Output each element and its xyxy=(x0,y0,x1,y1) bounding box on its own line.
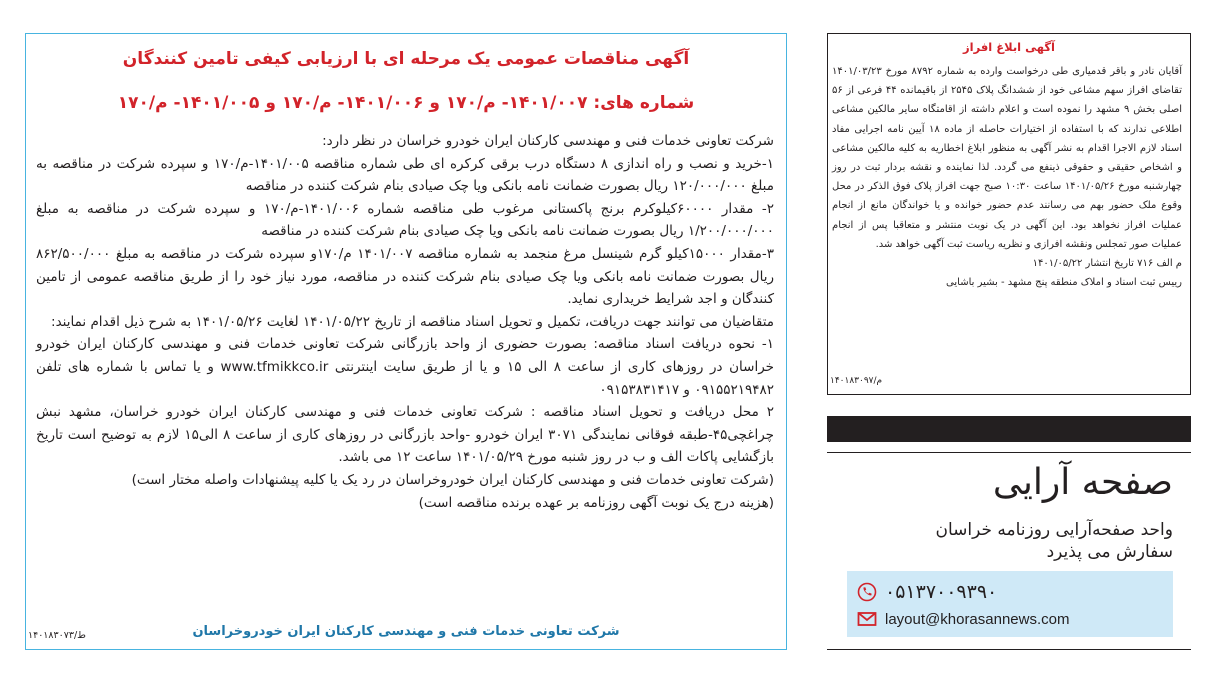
mail-icon xyxy=(857,609,877,629)
tender-delivery-place: ۲ محل دریافت و تحویل اسناد مناقصه : شرکت تعاونی خدمات فنی و مهندسی کارکنان ایران خودرو خراسان، مشهد نبش چراغچی۴۵-طبقه فوقانی نمایندگی ۳۰۷۱ ایران خودرو -واحد بازرگانی در روزهای کاری از ساعت ۸ الی۱۵ لازم به توضیح است تاریخ بازگشایی پاکات الف و ب در روز شنبه مورخ ۱۴۰۱/۰۵/۲۹ ساعت ۱۲ می باشد. xyxy=(36,404,774,466)
tender-rights-note: (شرکت تعاونی خدمات فنی و مهندسی کارکنان ایران خودروخراسان در رد یک یا کلیه پیشنهادات واصله مختار است) xyxy=(131,471,774,488)
tender-title: آگهی مناقصات عمومی یک مرحله ای با ارزیابی کیفی تامین کنندگان xyxy=(122,49,690,69)
phone-number[interactable]: ۰۵۱۳۷۰۰۹۳۹۰ xyxy=(885,581,998,603)
partition-notice xyxy=(827,33,1191,395)
contact-box xyxy=(847,571,1173,637)
contact-phone-row[interactable] xyxy=(857,581,997,603)
promo-title: صفحه آرایی xyxy=(992,462,1173,503)
notice-signatory: رییس ثبت اسناد و املاک منطقه پنج مشهد - بشیر باشایی xyxy=(946,277,1182,289)
promo-description: واحد صفحه‌آرایی روزنامه خراسان xyxy=(935,520,1173,540)
notice-publication: م الف ۷۱۶ تاریخ انتشار ۱۴۰۱/۰۵/۲۲ xyxy=(1032,258,1182,270)
contact-email-row[interactable] xyxy=(857,609,1069,629)
layout-service-promo xyxy=(827,452,1191,650)
tender-numbers: شماره های: ۱۴۰۱/۰۰۷- م/۱۷۰ و ۱۴۰۱/۰۰۶- م/۱۷۰ و ۱۴۰۱/۰۰۵- م/۱۷۰ xyxy=(117,93,695,113)
email-address[interactable]: layout@khorasannews.com xyxy=(885,610,1070,628)
tender-item-1: ۱-خرید و نصب و راه اندازی ۸ دستگاه درب برقی کرکره ای طی شماره مناقصه ۱۴۰۱/۰۰۵-م/۱۷۰ و سپرده شرکت در مناقصه به مبلغ ۱۲۰/۰۰۰/۰۰۰ ریال بصورت ضمانت نامه بانکی ویا چک صیادی بنام شرکت کننده در مناقصه xyxy=(36,155,774,195)
tender-receive-docs: ۱- نحوه دریافت اسناد مناقصه: بصورت حضوری از واحد بازرگانی شرکت تعاونی خدمات فنی و مهندسی کارکنان ایران خودرو خراسان در روزهای کاری از ساعت ۸ الی ۱۵ و یا از طریق سایت اینترنتی www.tfmikkco.ir و یا تماس با شماره های تلفن ۰۹۱۵۵۲۱۹۴۸۲ و ۰۹۱۵۳۸۳۱۴۱۷ xyxy=(36,336,774,398)
tender-signature: شرکت تعاونی خدمات فنی و مهندسی کارکنان ایران خودروخراسان xyxy=(192,624,620,639)
tender-applicants: متقاضیان می توانند جهت دریافت، تکمیل و تحویل اسناد مناقصه از تاریخ ۱۴۰۱/۰۵/۲۲ لغایت ۱۴۰۱/۰۵/۲۶ به شرح ذیل اقدام نمایند: xyxy=(51,313,774,330)
tender-intro: شرکت تعاونی خدمات فنی و مهندسی کارکنان ایران خودرو خراسان در نظر دارد: xyxy=(322,133,774,149)
tender-advertisement xyxy=(25,33,787,650)
promo-orders: سفارش می پذیرد xyxy=(1046,542,1173,562)
tender-item-2: ۲- مقدار ۶۰۰۰۰کیلوکرم برنج پاکستانی مرغوب طی مناقصه شماره ۱۴۰۱/۰۰۶-م/۱۷۰ و سپرده شرکت در مناقصه به مبلغ ۱/۲۰۰/۰۰۰/۰۰۰ ریال بصورت ضمانت نامه بانکی ویا چک صیادی بنام شرکت کننده در مناقصه xyxy=(36,200,774,240)
phone-icon xyxy=(857,582,877,602)
tender-item-3: ۳-مقدار ۱۵۰۰۰کیلو گرم شینسل مرغ منجمد به شماره مناقصه ۱۴۰۱/۰۰۷ م/۱۷۰و سپرده شرکت در مناقصه به مبلغ ۸۶۲/۵۰۰/۰۰۰ ریال بصورت ضمانت نامه بانکی ویا چک صیادی بنام شرکت کننده در مناقصه، مورد نیاز خود را از طریق مناقصه عمومی از تامین کنندگان و اجد شرایط خریداری نماید. xyxy=(36,245,774,308)
notice-text: آقایان نادر و باقر قدمیاری طی درخواست وارده به شماره ۸۷۹۲ مورخ ۱۴۰۱/۰۳/۲۳ تقاضای افراز سهم مشاعی خود از ششدانگ پلاک ۲۵۴۵ از باقیمانده ۴۴ فرعی از ۵۶ اصلی بخش ۹ مشهد را نموده است و اعلام داشته از اقامتگاه سایر مالکین مشاعی اطلاعی ندارند که با استفاده از اختیارات حاصله از ماده ۱۸ آیین نامه اجرایی مفاد اسناد لازم الاجرا اقدام به نشر آگهی به منظور ابلاغ اخطاریه به کلیه مالکین مشاعی و اشخاص حقیقی و حقوقی ذینفع می گردد. لذا نماینده و نقشه بردار ثبت در روز چهارشنبه مورخ ۱۴۰۱/۰۵/۲۶ ساعت ۱۰:۳۰ صبح جهت افراز پلاک فوق الذکر در محل وقوع ملک حضور بهم می رسانند عدم حضور خوانده و یا خواندگان مانع از انجام عملیات افراز نخواهد بود. این آگهی در یک نوبت منتشر و متعاقبا پس از انجام عملیات صور تمجلس ونقشه افرازی و نظریه ریاست ثبت آگهی خواهد شد. xyxy=(832,66,1183,250)
notice-reference-code: م/۱۴۰۱۸۳۰۹۷ xyxy=(830,376,883,386)
notice-body xyxy=(832,62,1182,292)
tender-reference-code: ط/۱۴۰۱۸۳۰۷۳ xyxy=(28,630,86,641)
tender-cost-note: (هزینه درج یک نوبت آگهی روزنامه بر عهده برنده مناقصه است) xyxy=(418,494,774,511)
tender-body xyxy=(36,130,774,514)
section-divider xyxy=(827,416,1191,442)
notice-title: آگهی ابلاغ افراز xyxy=(963,40,1055,54)
